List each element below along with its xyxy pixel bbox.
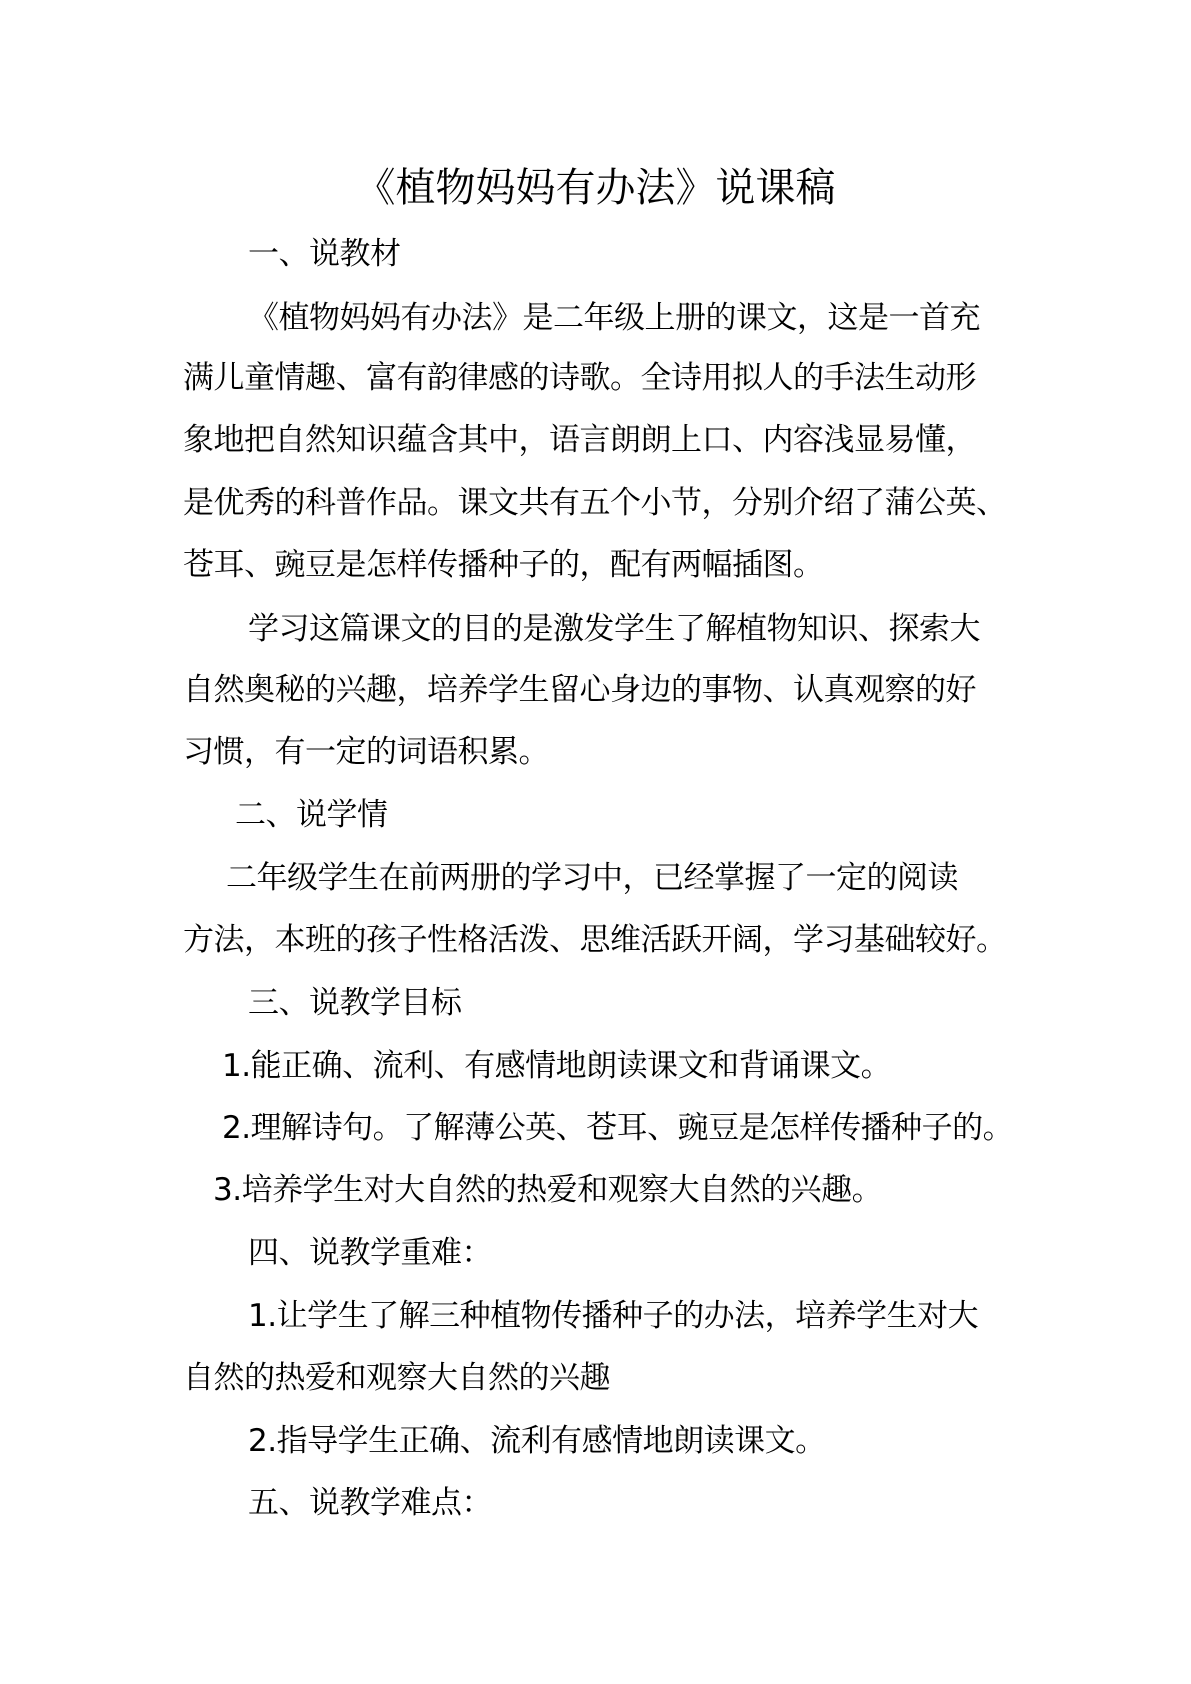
list-item: 2.指导学生正确、流利有感情地朗读课文。	[248, 1423, 826, 1459]
paragraph-line: 自然的热爱和观察大自然的兴趣	[183, 1360, 610, 1396]
paragraph-line: 二年级学生在前两册的学习中，已经掌握了一定的阅读	[226, 860, 958, 896]
paragraph-line: 满儿童情趣、富有韵律感的诗歌。全诗用拟人的手法生动形	[183, 360, 976, 396]
paragraph-line: 学习这篇课文的目的是激发学生了解植物知识、探索大	[248, 611, 980, 647]
list-item: 3.培养学生对大自然的热爱和观察大自然的兴趣。	[213, 1172, 883, 1208]
paragraph-line: 是优秀的科普作品。课文共有五个小节，分别介绍了蒲公英、	[183, 485, 1007, 521]
paragraph-line: 象地把自然知识蕴含其中，语言朗朗上口、内容浅显易懂，	[183, 422, 976, 458]
paragraph-line: 《植物妈妈有办法》是二年级上册的课文，这是一首充	[248, 300, 980, 336]
paragraph-line: 方法，本班的孩子性格活泼、思维活跃开阔，学习基础较好。	[183, 922, 1007, 958]
section-heading-objectives: 三、说教学目标	[248, 985, 462, 1021]
paragraph-line: 习惯，有一定的词语积累。	[183, 734, 549, 770]
paragraph-line: 苍耳、豌豆是怎样传播种子的，配有两幅插图。	[183, 547, 824, 583]
document-title: 《植物妈妈有办法》说课稿	[355, 165, 836, 211]
section-heading-textbook: 一、说教材	[248, 236, 401, 272]
list-item: 1.能正确、流利、有感情地朗读课文和背诵课文。	[222, 1048, 892, 1084]
section-heading-learners: 二、说学情	[235, 797, 388, 833]
list-item: 2.理解诗句。了解薄公英、苍耳、豌豆是怎样传播种子的。	[222, 1110, 1014, 1146]
paragraph-line: 自然奥秘的兴趣，培养学生留心身边的事物、认真观察的好	[183, 672, 976, 708]
list-item: 1.让学生了解三种植物传播种子的办法，培养学生对大	[248, 1298, 979, 1334]
section-heading-difficulties: 五、说教学难点：	[248, 1485, 492, 1521]
section-heading-key-points: 四、说教学重难：	[248, 1235, 492, 1271]
